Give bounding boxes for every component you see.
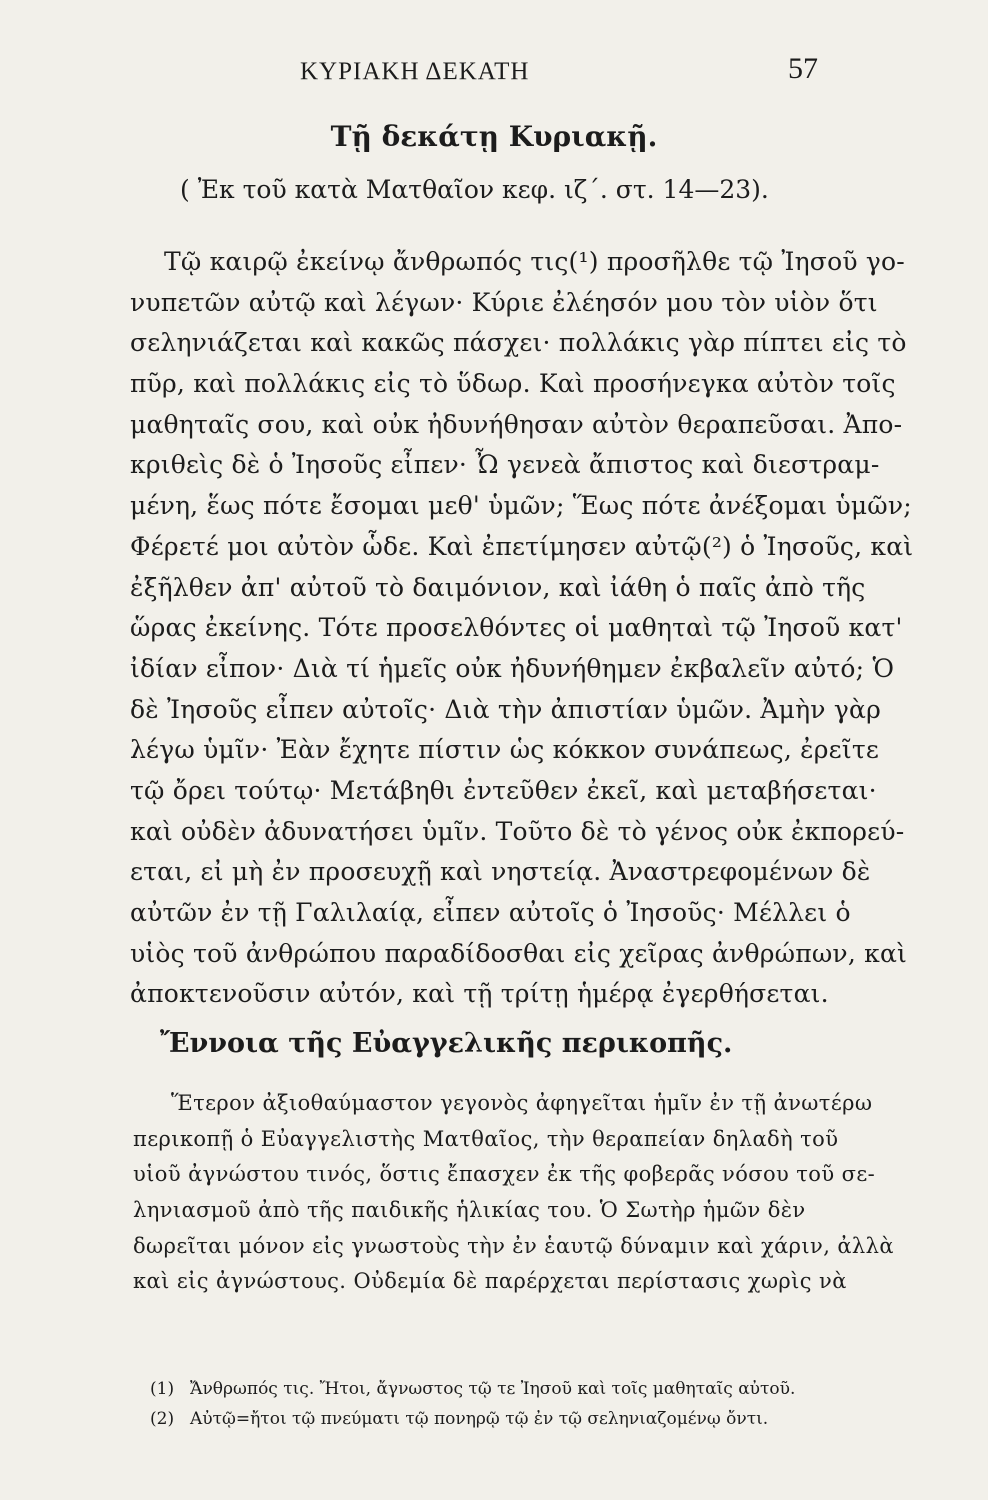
commentary-line: ληνιασμοῦ ἀπὸ τῆς παιδικῆς ἡλικίας του. Ὁ Σωτὴρ ἡμῶν δὲν: [133, 1198, 806, 1223]
section-title: Τῇ δεκάτῃ Κυριακῇ.: [330, 120, 658, 153]
text-line: μένη, ἕως πότε ἔσομαι μεθ' ὑμῶν; Ἕως πότε ἀνέξομαι ὑμῶν;: [130, 491, 912, 521]
commentary-line: υἱοῦ ἀγνώστου τινός, ὅστις ἔπασχεν ἐκ τῆς φοβερᾶς νόσου τοῦ σε-: [133, 1162, 876, 1187]
commentary-line: περικοπῇ ὁ Εὐαγγελιστὴς Ματθαῖος, τὴν θεραπείαν δηλαδὴ τοῦ: [133, 1126, 839, 1151]
text-line: δὲ Ἰησοῦς εἶπεν αὐτοῖς· Διὰ τὴν ἀπιστίαν ὑμῶν. Ἀμὴν γὰρ: [130, 694, 881, 724]
scripture-reference: ( Ἐκ τοῦ κατὰ Ματθαῖον κεφ. ιζ΄. στ. 14—23).: [180, 175, 769, 204]
text-line: Φέρετέ μοι αὐτὸν ὧδε. Καὶ ἐπετίμησεν αὐτῷ(²) ὁ Ἰησοῦς, καὶ: [130, 531, 914, 561]
text-line: μαθηταῖς σου, καὶ οὐκ ἠδυνήθησαν αὐτὸν θεραπεῦσαι. Ἀπο-: [130, 409, 903, 439]
text-line: σεληνιάζεται καὶ κακῶς πάσχει· πολλάκις γὰρ πίπτει εἰς τὸ: [130, 328, 907, 358]
footnote: [150, 1374, 830, 1404]
footnote-text: Ἄνθρωπός τις. Ἤτοι, ἄγνωστος τῷ τε Ἰησοῦ καὶ τοῖς μαθηταῖς αὐτοῦ.: [190, 1379, 796, 1399]
text-line: υἱὸς τοῦ ἀνθρώπου παραδίδοσθαι εἰς χεῖρας ἀνθρώπων, καὶ: [130, 938, 908, 968]
page-number: 57: [788, 52, 818, 85]
gospel-passage: [130, 242, 914, 1015]
footnote-number: (1): [150, 1379, 175, 1399]
commentary-line: Ἕτερον ἀξιοθαύμαστον γεγονὸς ἀφηγεῖται ἡμῖν ἐν τῇ ἀνωτέρω: [171, 1091, 873, 1115]
text-line: Τῷ καιρῷ ἐκείνῳ ἄνθρωπός τις(¹) προσῆλθε τῷ Ἰησοῦ γο-: [164, 247, 905, 276]
footnote-number: (2): [150, 1409, 175, 1429]
text-line: καὶ οὐδὲν ἀδυνατήσει ὑμῖν. Τοῦτο δὲ τὸ γένος οὐκ ἐκπορεύ-: [130, 816, 905, 846]
footnote: [150, 1404, 830, 1434]
text-line: πῦρ, καὶ πολλάκις εἰς τὸ ὕδωρ. Καὶ προσήνεγκα αὐτὸν τοῖς: [130, 369, 896, 399]
text-line: αὐτῶν ἐν τῇ Γαλιλαίᾳ, εἶπεν αὐτοῖς ὁ Ἰησοῦς· Μέλλει ὁ: [130, 898, 851, 927]
text-line: εται, εἰ μὴ ἐν προσευχῇ καὶ νηστείᾳ. Ἀναστρεφομένων δὲ: [130, 857, 871, 887]
commentary-line: δωρεῖται μόνον εἰς γνωστοὺς τὴν ἐν ἑαυτῷ δύναμιν καὶ χάριν, ἀλλὰ: [133, 1233, 894, 1258]
text-line: ἐξῆλθεν ἀπ' αὐτοῦ τὸ δαιμόνιον, καὶ ἰάθη ὁ παῖς ἀπὸ τῆς: [130, 572, 866, 602]
text-line: ὥρας ἐκείνης. Τότε προσελθόντες οἱ μαθηταὶ τῷ Ἰησοῦ κατ': [130, 613, 903, 643]
running-header: ΚΥΡΙΑΚΗ ΔΕΚΑΤΗ: [300, 58, 530, 85]
text-line: τῷ ὄρει τούτῳ· Μετάβηθι ἐντεῦθεν ἐκεῖ, καὶ μεταβήσεται·: [130, 775, 877, 805]
commentary-passage: [133, 1086, 894, 1300]
commentary-line: καὶ εἰς ἀγνώστους. Οὐδεμία δὲ παρέρχεται περίστασις χωρὶς νὰ: [133, 1269, 847, 1294]
text-line: ἀποκτενοῦσιν αὐτόν, καὶ τῇ τρίτῃ ἡμέρᾳ ἐγερθήσεται.: [130, 979, 829, 1009]
text-line: ἰδίαν εἶπον· Διὰ τί ἡμεῖς οὐκ ἠδυνήθημεν ἐκβαλεῖν αὐτό; Ὁ: [130, 653, 895, 683]
footnote-text: Αὐτῷ=ἤτοι τῷ πνεύματι τῷ πονηρῷ τῷ ἐν τῷ σεληνιαζομένῳ ὄντι.: [190, 1409, 769, 1429]
footnotes: [150, 1374, 830, 1434]
text-line: νυπετῶν αὐτῷ καὶ λέγων· Κύριε ἐλέησόν μου τὸν υἱὸν ὅτι: [130, 287, 878, 317]
text-line: κριθεὶς δὲ ὁ Ἰησοῦς εἶπεν· Ὦ γενεὰ ἄπιστος καὶ διεστραμ-: [130, 450, 880, 480]
commentary-title: Ἔννοια τῆς Εὐαγγελικῆς περικοπῆς.: [160, 1028, 733, 1059]
text-line: λέγω ὑμῖν· Ἐὰν ἔχητε πίστιν ὡς κόκκον συνάπεως, ἐρεῖτε: [130, 735, 880, 765]
